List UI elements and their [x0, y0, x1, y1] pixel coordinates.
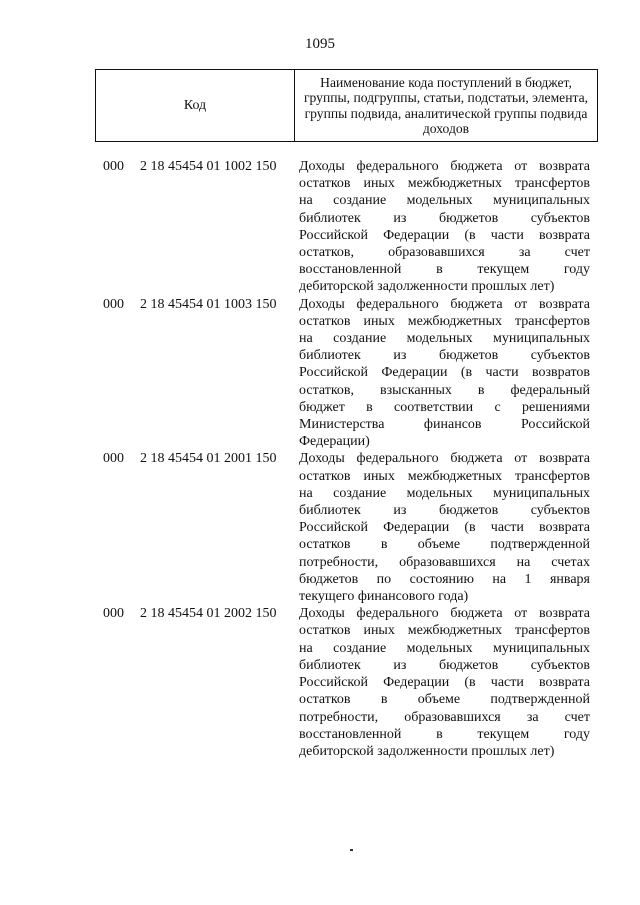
description-line: дебиторской задолженности прошлых лет): [299, 743, 555, 759]
admin-code: 000: [103, 296, 124, 312]
revenue-codes-list: [0, 158, 640, 760]
description-line: восстановленной в текущем году: [299, 726, 590, 742]
admin-code: 000: [103, 159, 124, 174]
description-line: Российской Федерации (в части возврата: [299, 520, 590, 536]
description-line: Российской Федерации (в части возврата: [299, 675, 590, 691]
description-line: Министерства финансов Российской: [299, 417, 590, 433]
description-line: дебиторской задолженности прошлых лет): [299, 279, 555, 295]
description-line: Доходы федерального бюджета от возврата: [299, 451, 590, 467]
table-row: [0, 158, 640, 296]
description-line: Российской Федерации (в части возврата: [299, 227, 590, 243]
admin-code: 000: [103, 606, 124, 622]
revenue-description: [299, 296, 590, 451]
description-line: остатков иных межбюджетных трансфертов: [299, 176, 590, 192]
description-line: библиотек из бюджетов субъектов: [299, 210, 590, 226]
scan-speck: [350, 849, 353, 851]
description-line: бюджетов по состоянию на 1 января: [299, 571, 590, 587]
admin-code: 000: [103, 451, 124, 467]
description-line: библиотек из бюджетов субъектов: [299, 503, 590, 519]
description-line: остатков иных межбюджетных трансфертов: [299, 313, 590, 329]
revenue-description: [299, 605, 590, 760]
description-line: остатков, взысканных в федеральный: [299, 382, 590, 398]
revenue-code: 2 18 45454 01 2002 150: [140, 606, 277, 622]
description-line: остатков, образовавшихся за счет: [299, 245, 590, 261]
page-number: 1095: [305, 36, 335, 52]
description-line: потребности, образовавшихся за счет: [299, 709, 590, 725]
description-line: на создание модельных муниципальных: [299, 640, 590, 656]
description-line: на создание модельных муниципальных: [299, 193, 590, 209]
description-line: библиотек из бюджетов субъектов: [299, 657, 590, 673]
revenue-code: 2 18 45454 01 1002 150: [140, 159, 277, 174]
description-line: остатков иных межбюджетных трансфертов: [299, 468, 590, 484]
table-row: [0, 450, 640, 605]
description-line: Доходы федерального бюджета от возврата: [299, 159, 590, 174]
revenue-description: [299, 450, 590, 605]
table-header: [95, 69, 598, 142]
description-line: Доходы федерального бюджета от возврата: [299, 606, 590, 622]
header-code-cell: Код: [96, 70, 295, 141]
header-name-cell: Наименование кода поступлений в бюджет, группы, подгруппы, статьи, подстатьи, элемента, группы подвида, аналитической группы подвида доходов: [303, 74, 589, 136]
description-line: восстановленной в текущем году: [299, 262, 590, 278]
description-line: остатков в объеме подтвержденной: [299, 692, 590, 708]
description-line: остатков иных межбюджетных трансфертов: [299, 623, 590, 639]
description-line: Доходы федерального бюджета от возврата: [299, 296, 590, 312]
description-line: Федерации): [299, 434, 370, 450]
revenue-code: 2 18 45454 01 1003 150: [140, 296, 277, 312]
revenue-description: [299, 158, 590, 296]
revenue-code: 2 18 45454 01 2001 150: [140, 451, 277, 467]
description-line: бюджет в соответствии с решениями: [299, 399, 590, 415]
description-line: потребности, образовавшихся на счетах: [299, 554, 590, 570]
description-line: на создание модельных муниципальных: [299, 485, 590, 501]
table-row: [0, 296, 640, 451]
description-line: текущего финансового года): [299, 589, 469, 605]
table-row: [0, 605, 640, 760]
description-line: библиотек из бюджетов субъектов: [299, 348, 590, 364]
description-line: Российской Федерации (в части возвратов: [299, 365, 590, 381]
description-line: остатков в объеме подтвержденной: [299, 537, 590, 553]
description-line: на создание модельных муниципальных: [299, 331, 590, 347]
